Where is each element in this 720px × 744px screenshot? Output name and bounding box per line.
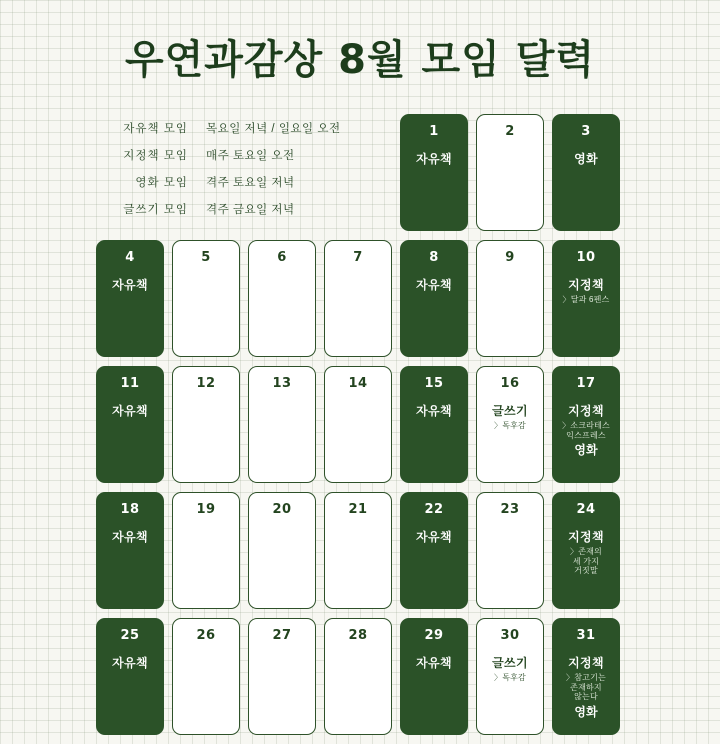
event-detail: 〉달과 6펜스 (562, 295, 610, 304)
legend-group-name: 자유책 모임 (123, 123, 188, 135)
event-title: 글쓰기 (492, 656, 528, 670)
calendar-cell-empty (324, 114, 392, 231)
day-number: 24 (576, 502, 596, 517)
calendar-week-row (96, 618, 628, 735)
event-detail: 〉존재의 세 가지 거짓말 (570, 547, 602, 576)
day-events (97, 278, 163, 293)
calendar-day-cell[interactable] (400, 240, 468, 357)
event-title: 자유책 (416, 278, 452, 292)
day-events (401, 404, 467, 419)
day-number: 19 (196, 502, 216, 517)
day-number: 14 (348, 376, 368, 391)
event-title: 자유책 (416, 656, 452, 670)
calendar-day-cell[interactable] (552, 366, 620, 483)
event-title-secondary: 영화 (574, 443, 598, 458)
day-number: 16 (500, 376, 520, 391)
day-events (553, 278, 619, 305)
day-number: 17 (576, 376, 596, 391)
event-detail: 〉참고기는 존재하지 않는다 (566, 673, 606, 702)
calendar-day-cell[interactable] (172, 240, 240, 357)
event-title: 자유책 (112, 404, 148, 418)
day-number: 11 (120, 376, 140, 391)
calendar-week-row (96, 114, 628, 231)
day-number: 3 (581, 124, 591, 139)
calendar-cell-empty (172, 114, 240, 231)
day-events (97, 656, 163, 671)
calendar-day-cell[interactable] (172, 366, 240, 483)
calendar-day-cell[interactable] (248, 366, 316, 483)
calendar-week-row (96, 240, 628, 357)
legend-group-name: 지정책 모임 (123, 150, 188, 162)
calendar-week-row (96, 366, 628, 483)
calendar-day-cell[interactable] (552, 618, 620, 735)
day-events (97, 530, 163, 545)
day-events (553, 152, 619, 167)
calendar-day-cell[interactable] (96, 618, 164, 735)
day-number: 25 (120, 628, 140, 643)
calendar-day-cell[interactable] (172, 492, 240, 609)
event-title: 지정책 (568, 530, 604, 544)
day-events (553, 656, 619, 720)
day-number: 22 (424, 502, 444, 517)
calendar-day-cell[interactable] (324, 492, 392, 609)
day-number: 1 (429, 124, 439, 139)
event-title-secondary: 영화 (574, 704, 598, 719)
event-title: 자유책 (416, 152, 452, 166)
legend-group-name: 영화 모임 (135, 177, 188, 189)
event-detail: 〉독후감 (494, 673, 526, 682)
day-number: 30 (500, 628, 520, 643)
calendar-cell-empty (248, 114, 316, 231)
calendar-day-cell[interactable] (476, 492, 544, 609)
calendar-day-cell[interactable] (96, 240, 164, 357)
calendar-day-cell[interactable] (400, 618, 468, 735)
day-number: 23 (500, 502, 520, 517)
event-detail: 〉독후감 (494, 421, 526, 430)
page-title: 우연과감상 8월 모임 달력 (124, 37, 595, 83)
day-events (401, 530, 467, 545)
day-events (553, 530, 619, 576)
day-number: 4 (125, 250, 135, 265)
day-number: 8 (429, 250, 439, 265)
day-events (477, 656, 543, 683)
day-events (401, 152, 467, 167)
day-number: 27 (272, 628, 292, 643)
calendar-day-cell[interactable] (552, 114, 620, 231)
calendar-day-cell[interactable] (96, 492, 164, 609)
day-number: 9 (505, 250, 515, 265)
day-number: 29 (424, 628, 444, 643)
calendar-day-cell[interactable] (324, 366, 392, 483)
legend-group-name: 글쓰기 모임 (123, 204, 188, 216)
event-title: 글쓰기 (492, 404, 528, 418)
event-title: 지정책 (568, 404, 604, 418)
day-number: 5 (201, 250, 211, 265)
day-number: 15 (424, 376, 444, 391)
event-title: 자유책 (112, 656, 148, 670)
day-number: 12 (196, 376, 216, 391)
calendar-day-cell[interactable] (476, 618, 544, 735)
day-number: 7 (353, 250, 363, 265)
event-detail: 〉소크라테스 익스프레스 (562, 421, 610, 440)
calendar-day-cell[interactable] (476, 114, 544, 231)
legend-group-schedule: 격주 금요일 저녁 (206, 204, 295, 216)
calendar-grid (96, 114, 628, 744)
calendar-day-cell[interactable] (400, 366, 468, 483)
day-events (97, 404, 163, 419)
event-title: 자유책 (416, 404, 452, 418)
day-number: 31 (576, 628, 596, 643)
calendar-day-cell[interactable] (552, 240, 620, 357)
calendar-day-cell[interactable] (476, 366, 544, 483)
event-title: 지정책 (568, 656, 604, 670)
calendar-day-cell[interactable] (248, 240, 316, 357)
calendar-day-cell[interactable] (248, 618, 316, 735)
calendar-day-cell[interactable] (400, 114, 468, 231)
day-events (401, 278, 467, 293)
calendar-day-cell[interactable] (324, 618, 392, 735)
day-number: 26 (196, 628, 216, 643)
event-title: 자유책 (416, 530, 452, 544)
day-events (477, 404, 543, 431)
day-number: 10 (576, 250, 596, 265)
calendar-day-cell[interactable] (552, 492, 620, 609)
calendar-day-cell[interactable] (476, 240, 544, 357)
event-title: 자유책 (112, 530, 148, 544)
calendar-week-row (96, 492, 628, 609)
calendar-day-cell[interactable] (248, 492, 316, 609)
day-number: 13 (272, 376, 292, 391)
legend-group-schedule: 목요일 저녁 / 일요일 오전 (206, 123, 341, 135)
legend-group-schedule: 격주 토요일 저녁 (206, 177, 295, 189)
day-events (553, 404, 619, 458)
day-number: 21 (348, 502, 368, 517)
calendar-day-cell[interactable] (400, 492, 468, 609)
calendar-day-cell[interactable] (96, 366, 164, 483)
day-number: 20 (272, 502, 292, 517)
event-title: 지정책 (568, 278, 604, 292)
calendar-day-cell[interactable] (172, 618, 240, 735)
calendar-day-cell[interactable] (324, 240, 392, 357)
day-number: 6 (277, 250, 287, 265)
event-title: 자유책 (112, 278, 148, 292)
event-title: 영화 (574, 152, 598, 166)
day-number: 28 (348, 628, 368, 643)
legend-group-schedule: 매주 토요일 오전 (206, 150, 295, 162)
day-number: 2 (505, 124, 515, 139)
day-events (401, 656, 467, 671)
day-number: 18 (120, 502, 140, 517)
calendar-cell-empty (96, 114, 164, 231)
